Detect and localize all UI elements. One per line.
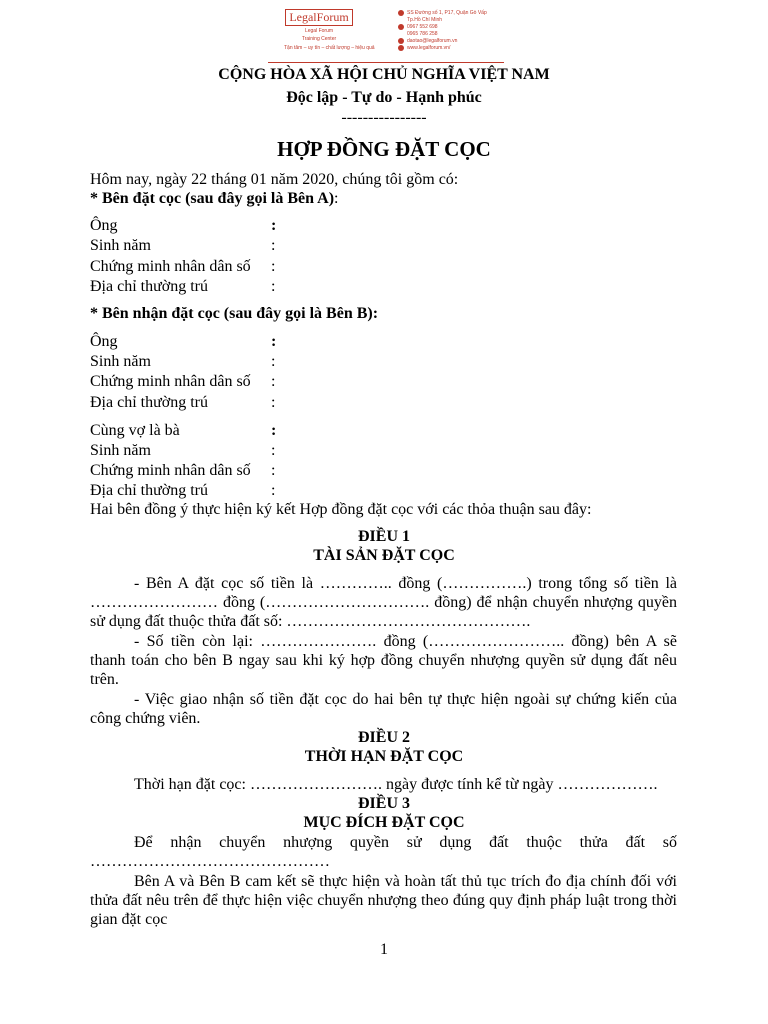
logo-subtitle-2: Training Center [301,36,337,42]
header-divider: ---------------- [341,109,427,126]
party-a-birth-label: Sinh năm [90,237,151,254]
party-a-address-label: Địa chỉ thường trú [90,278,208,295]
contact-phone-1: 0967 552 698 [398,24,504,30]
party-b-name-colon: : [271,333,277,350]
party-a-heading: * Bên đặt cọc (sau đây gọi là Bên A): [90,190,339,207]
logo-name: LegalForum [285,9,352,26]
party-b-name-label: Ông [90,333,118,350]
article-1-paragraph-3: - Việc giao nhận số tiền đặt cọc do hai bên tự thực hiện ngoài sự chứng kiến của công chứng viên. [90,691,677,727]
article-3-number: ĐIỀU 3 [357,795,410,812]
phone-icon [398,24,404,30]
article-2-title: THỜI HẠN ĐẶT CỌC [304,748,464,765]
location-icon [398,10,404,16]
page-number: 1 [380,941,388,958]
party-a-name-label: Ông [90,217,118,234]
party-b-birth-label: Sinh năm [90,353,151,370]
spouse-name-colon: : [271,422,277,439]
article-3-paragraph-2: Bên A và Bên B cam kết sẽ thực hiện và hoàn tất thủ tục trích đo địa chính đối với thửa đất nêu trên để thực hiện việc chuyển nhượng theo đúng quy định pháp luật trong thời gian đặt cọc [90,873,677,928]
spouse-address-label: Địa chỉ thường trú [90,482,208,499]
spouse-id-colon: : [271,462,276,479]
party-a-id-label: Chứng minh nhân dân số [90,258,251,275]
party-b-heading: * Bên nhận đặt cọc (sau đây gọi là Bên B): [90,305,379,322]
motto: Độc lập - Tự do - Hạnh phúc [286,89,482,106]
party-a-birth-colon: : [271,237,276,254]
intro-line: Hôm nay, ngày 22 tháng 01 năm 2020, chúng tôi gồm có: [90,171,459,188]
party-b-address-label: Địa chỉ thường trú [90,394,208,411]
contact-city: Tp.Hồ Chí Minh [407,17,443,23]
party-b-birth-colon: : [271,353,276,370]
logo-tagline: Tận tâm – uy tín – chất lượng – hiệu quả [284,45,375,51]
spouse-name-label: Cùng vợ là bà [90,422,180,439]
article-3-paragraph-1: Để nhận chuyển nhượng quyền sử dụng đất thuộc thửa đất số ……………………………………… [90,834,677,870]
logo [284,6,375,60]
party-b-id-label: Chứng minh nhân dân số [90,373,251,390]
article-3-title: MỤC ĐÍCH ĐẶT CỌC [303,814,465,831]
article-1-paragraph-1: - Bên A đặt cọc số tiền là ………….. đồng (…………….) trong tổng số tiền là …………………… đồng (…………………………. đồng) để nhận chuyển nhượng quyền sử dụng đất thuộc thửa đất số: ………………………………………. [90,575,677,630]
party-b-address-colon: : [271,394,276,411]
contact-list [398,10,504,52]
globe-icon [398,45,404,51]
agreement-line: Hai bên đồng ý thực hiện ký kết Hợp đồng đặt cọc với các thỏa thuận sau đây: [90,501,592,518]
contact-address: SS Đường số 1, P17, Quận Gò Vấp [398,10,504,16]
party-a-id-colon: : [271,258,276,275]
letterhead [282,6,500,64]
contact-website: www.legalforum.vn/ [398,45,504,51]
spouse-address-colon: : [271,482,276,499]
spouse-birth-label: Sinh năm [90,442,151,459]
letterhead-rule [268,62,504,63]
article-1-number: ĐIỀU 1 [357,528,410,545]
nation-heading: CỘNG HÒA XÃ HỘI CHỦ NGHĨA VIỆT NAM [218,66,550,83]
contact-phone-2: 0965 786 258 [407,31,438,37]
party-a-name-colon: : [271,217,277,234]
article-2-paragraph-1: Thời hạn đặt cọc: ……………………. ngày được tính kể từ ngày ………………. [134,776,658,793]
spouse-birth-colon: : [271,442,276,459]
logo-subtitle-1: Legal Forum [304,28,334,34]
article-2-number: ĐIỀU 2 [357,729,410,746]
contact-email: daotao@legalforum.vn [398,38,504,44]
party-b-id-colon: : [271,373,276,390]
article-1-title: TÀI SẢN ĐẶT CỌC [313,547,455,564]
document-title: HỢP ĐỒNG ĐẶT CỌC [277,137,491,161]
spouse-id-label: Chứng minh nhân dân số [90,462,251,479]
party-a-address-colon: : [271,278,276,295]
mail-icon [398,38,404,44]
article-1-paragraph-2: - Số tiền còn lại: …………………. đồng (…………………….. đồng) bên A sẽ thanh toán cho bên B ngay sau khi ký hợp đồng chuyển nhượng quyền sử dụng đất nêu trên. [90,633,677,688]
